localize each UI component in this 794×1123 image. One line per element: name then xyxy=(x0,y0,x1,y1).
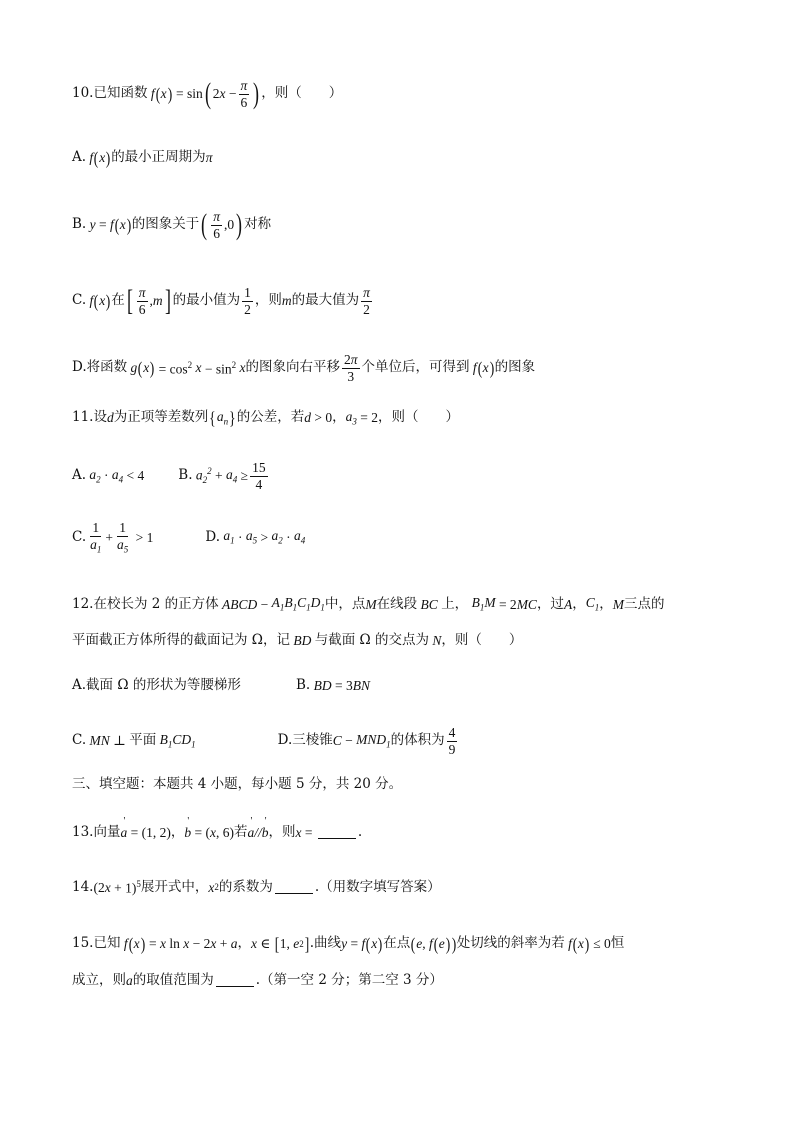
option-label: B. xyxy=(72,216,87,233)
stem-text: 三点的 xyxy=(623,595,665,612)
q13-label: 13.向量 xyxy=(72,824,121,840)
q11-options-cd: C. $\frac{1}{a_1}$ + $\frac{1}{a_5}$ > 1 D. $a_1$ · $a_5$ > $a_2$ · $a_4$ xyxy=(72,520,306,555)
stem-text: ，过 xyxy=(536,595,564,612)
q15-text: 成立，则 xyxy=(72,972,126,988)
option-text: A.截面 Ω 的形状为等腰梯形 xyxy=(72,677,241,693)
option-label: B. xyxy=(178,467,193,484)
option-text: D.三棱锥 xyxy=(277,732,333,749)
q10-stem-tail: ，则（ ） xyxy=(261,85,343,102)
q10-option-c: C. f ( x ) 在 [ $\frac{\pi}{6}$ , m ] 的最小值为 $\frac{1}{2}$ ，则 m 的最大值为 $\frac{\pi}{2}$ xyxy=(72,284,370,318)
option-text: 的图象向右平移 xyxy=(245,359,340,376)
q10-option-b: B. y = f ( x ) 的图象关于 ( $\frac{\pi}{6}$ ,0 ) 对称 xyxy=(72,208,272,242)
q13: 13.向量 ' a = (1, 2) ， ' b = ( x , 6) 若 ' a // ' b ，则 x = . xyxy=(72,826,362,840)
stem-text: ，则（ ） xyxy=(441,632,523,648)
option-label: C. xyxy=(72,732,87,749)
q13-then: ，则 xyxy=(268,824,296,840)
q15-text: 处切线的斜率为若 xyxy=(456,935,565,952)
q14-text: 展开式中， xyxy=(140,878,209,895)
q15-text: .曲线 xyxy=(309,935,342,952)
q11-options-ab: A. $a_2$ · $a_4$ < 4 B. $a_2^2$ + $a_4$ ≥ $\frac{15}{4}$ xyxy=(72,460,266,492)
option-text: ，则 xyxy=(254,292,282,309)
stem-text: 平面截正方体所得的截面记为 Ω，记 xyxy=(72,632,290,648)
q11-stem: 11.设 d 为正项等差数列 { $a_n$ } 的公差，若 d > 0 ， $a_3$ = 2 ，则（ ） xyxy=(72,408,460,428)
option-text: 的图象关于 xyxy=(131,216,200,233)
q15-label: 15.已知 xyxy=(72,935,121,952)
option-label: B. xyxy=(296,677,311,693)
stem-text: ， xyxy=(332,409,346,426)
q12-stem-line2: 平面截正方体所得的截面记为 Ω，记 BD 与截面 Ω 的交点为 N ，则（ ） xyxy=(72,632,523,648)
q15-line1: 15.已知 f ( x ) = x ln x − 2 x + a ， x ∈ [ 1, e 2 ] .曲线 y = f ( x ) 在点 ( e , f ( e ) ) 处切线的斜率为若 f ( x ) ≤ 0 恒 xyxy=(72,934,625,954)
stem-text: ，则（ ） xyxy=(378,409,460,426)
answer-blank[interactable] xyxy=(318,826,356,839)
option-label: D. xyxy=(205,528,221,545)
q13-if: 若 xyxy=(233,824,248,840)
option-label: A. xyxy=(72,149,87,166)
stem-text: 为正项等差数列 xyxy=(113,409,209,426)
q10-option-d: D.将函数 g ( x ) = $\cos^2$ x − $\sin^2$ x 的图象向右平移 $\frac{2\pi}{3}$ 个单位后，可得到 f ( x ) 的图象 xyxy=(72,352,536,384)
q15-text: 的取值范围为 xyxy=(132,972,214,988)
q14: 14. (2 x + 1)$^5$ 展开式中， x 2 的系数为 .（用数字填写答案） xyxy=(72,878,441,896)
q10-stem-text: 10.已知函数 xyxy=(72,85,148,102)
option-label: A. xyxy=(72,467,87,484)
q15-line2: 成立，则 a 的取值范围为 .（第一空 2 分；第二空 3 分） xyxy=(72,972,443,988)
q14-label: 14. xyxy=(72,878,94,895)
option-text: 的最大值为 xyxy=(291,292,360,309)
answer-blank[interactable] xyxy=(216,974,254,987)
q15-text: .（第一空 2 分；第二空 3 分） xyxy=(255,972,443,988)
option-text: 对称 xyxy=(244,216,272,233)
stem-text: 中，点 xyxy=(324,595,366,612)
stem-text: 11.设 xyxy=(72,409,107,426)
q13-sep: ， xyxy=(170,824,185,840)
stem-text: 上， xyxy=(441,595,469,612)
stem-text: 在线段 xyxy=(376,595,418,612)
stem-text: ， xyxy=(599,595,613,612)
q13-end: . xyxy=(357,824,363,840)
option-label: D.将函数 xyxy=(72,359,128,376)
q10-stem: 10.已知函数 f ( x ) = sin ( 2 x − $\frac{\pi}{6}$ ) ，则（ ） xyxy=(72,77,343,111)
answer-blank[interactable] xyxy=(275,881,313,894)
stem-text: 与截面 Ω 的交点为 xyxy=(314,632,430,648)
option-text: 个单位后，可得到 xyxy=(361,359,470,376)
stem-text: 的公差，若 xyxy=(236,409,305,426)
option-text: 平面 xyxy=(129,732,157,749)
q12-options-ab: A.截面 Ω 的形状为等腰梯形 B. BD = 3 BN xyxy=(72,677,370,693)
section-title: 三、填空题：本题共 4 小题，每小题 5 分，共 20 分。 xyxy=(72,776,403,792)
q15-text: 在点 xyxy=(383,935,411,952)
q14-text: .（用数字填写答案） xyxy=(314,878,441,895)
q15-text: 恒 xyxy=(610,935,625,952)
q14-text: 的系数为 xyxy=(218,878,273,895)
q15-sep: ， xyxy=(237,935,252,952)
option-text: 的体积为 xyxy=(390,732,445,749)
option-text: 的最小值为 xyxy=(172,292,241,309)
option-text: 的图象 xyxy=(494,359,536,376)
q12-options-cd: C. MN ⊥ 平面 $B_1CD_1$ D.三棱锥 C − $MND_1$ 的体积为 $\frac{4}{9}$ xyxy=(72,725,456,757)
stem-text: 12.在校长为 2 的正方体 xyxy=(72,595,219,612)
q10-option-a: A. f ( x ) 的最小正周期为 π xyxy=(72,148,213,168)
q12-stem-line1: 12.在校长为 2 的正方体 ABCD − $A_1B_1C_1D_1$ 中，点 M 在线段 BC 上， $B_1M$ = 2 MC ，过 A ， $C_1$ ， M 三点的 xyxy=(72,595,665,613)
section-heading xyxy=(72,778,402,792)
option-label: C. xyxy=(72,292,87,309)
option-label: C. xyxy=(72,528,87,545)
option-text: 在 xyxy=(111,292,125,309)
stem-text: ， xyxy=(572,595,586,612)
option-text: 的最小正周期为 xyxy=(111,149,206,166)
